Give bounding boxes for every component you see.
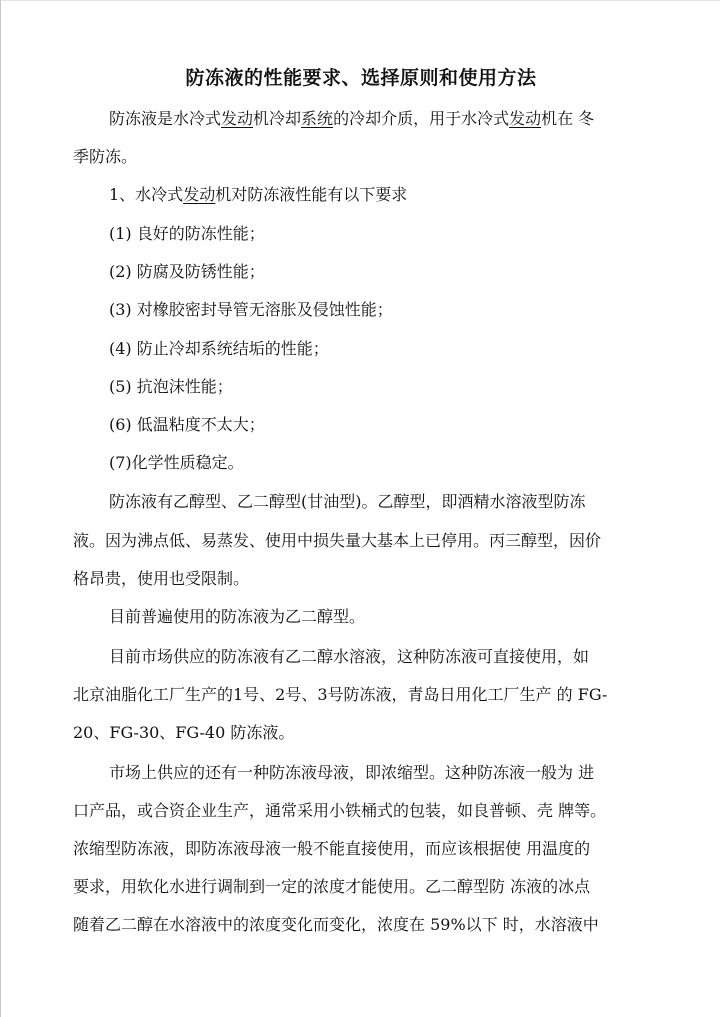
market-line-3: 20、FG-30、FG-40 防冻液。 <box>73 723 295 742</box>
concentrate-line-5: 随着乙二醇在水溶液中的浓度变化而变化，浓度在 59%以下 时，水溶液中 <box>73 915 599 934</box>
requirements-heading-b: 机对防冻液性能有以下要求 <box>215 185 408 204</box>
concentrate-line-4: 要求，用软化水进行调制到一定的浓度才能使用。乙二醇型防 冻液的冰点 <box>73 877 591 896</box>
concentrate-line-1: 市场上供应的还有一种防冻液母液，即浓缩型。这种防冻液一般为 进 <box>109 763 595 782</box>
requirement-item-5: (5) 抗泡沫性能； <box>109 377 233 396</box>
concentrate-line-3: 浓缩型防冻液，即防冻液母液一般不能直接使用，而应该根据使 用温度的 <box>73 839 591 858</box>
intro-text-d: 机在 冬 <box>541 109 595 128</box>
types-line-3: 格昂贵，使用也受限制。 <box>73 569 250 588</box>
document-title: 防冻液的性能要求、选择原则和使用方法 <box>185 67 537 89</box>
market-line-1: 目前市场供应的防冻液有乙二醇水溶液，这种防冻液可直接使用，如 <box>109 647 590 666</box>
requirement-item-4: (4) 防止冷却系统结垢的性能； <box>109 339 329 358</box>
requirement-item-1: (1) 良好的防冻性能； <box>109 224 265 243</box>
intro-line-2: 季防冻。 <box>73 147 138 166</box>
intro-text-a: 防冻液是水冷式 <box>109 109 222 128</box>
types-line-1: 防冻液有乙醇型、乙二醇型(甘油型)。乙醇型，即酒精水溶液型防冻 <box>109 492 586 511</box>
concentrate-line-2: 口产品，或合资企业生产，通常采用小铁桶式的包装，如良普顿、壳 牌等。 <box>73 801 607 820</box>
requirement-item-2: (2) 防腐及防锈性能； <box>109 262 265 281</box>
intro-line-1 <box>109 108 594 130</box>
intro-underlined-term-1: 发动 <box>221 109 254 128</box>
intro-underlined-term-3: 发动 <box>509 109 542 128</box>
requirements-heading-underlined-term: 发动 <box>183 185 216 204</box>
requirements-heading-a: 1、水冷式 <box>109 185 184 204</box>
intro-text-c: 的冷却介质，用于水冷式 <box>333 109 510 128</box>
requirement-item-6: (6) 低温粘度不太大； <box>109 415 265 434</box>
requirement-item-3: (3) 对橡胶密封导管无溶胀及侵蚀性能； <box>109 300 393 319</box>
intro-text-b: 机冷却 <box>253 109 302 128</box>
types-line-2: 液。因为沸点低、易蒸发、使用中损失量大基本上已停用。丙三醇型，因价 <box>73 531 602 550</box>
requirement-item-7: (7)化学性质稳定。 <box>109 453 244 472</box>
intro-underlined-term-2: 系统 <box>301 109 334 128</box>
common-type-line: 目前普遍使用的防冻液为乙二醇型。 <box>109 607 366 626</box>
market-line-2: 北京油脂化工厂生产的1号、2号、3号防冻液，青岛日用化工厂生产 的 FG- <box>73 685 608 704</box>
requirements-heading <box>109 184 407 206</box>
